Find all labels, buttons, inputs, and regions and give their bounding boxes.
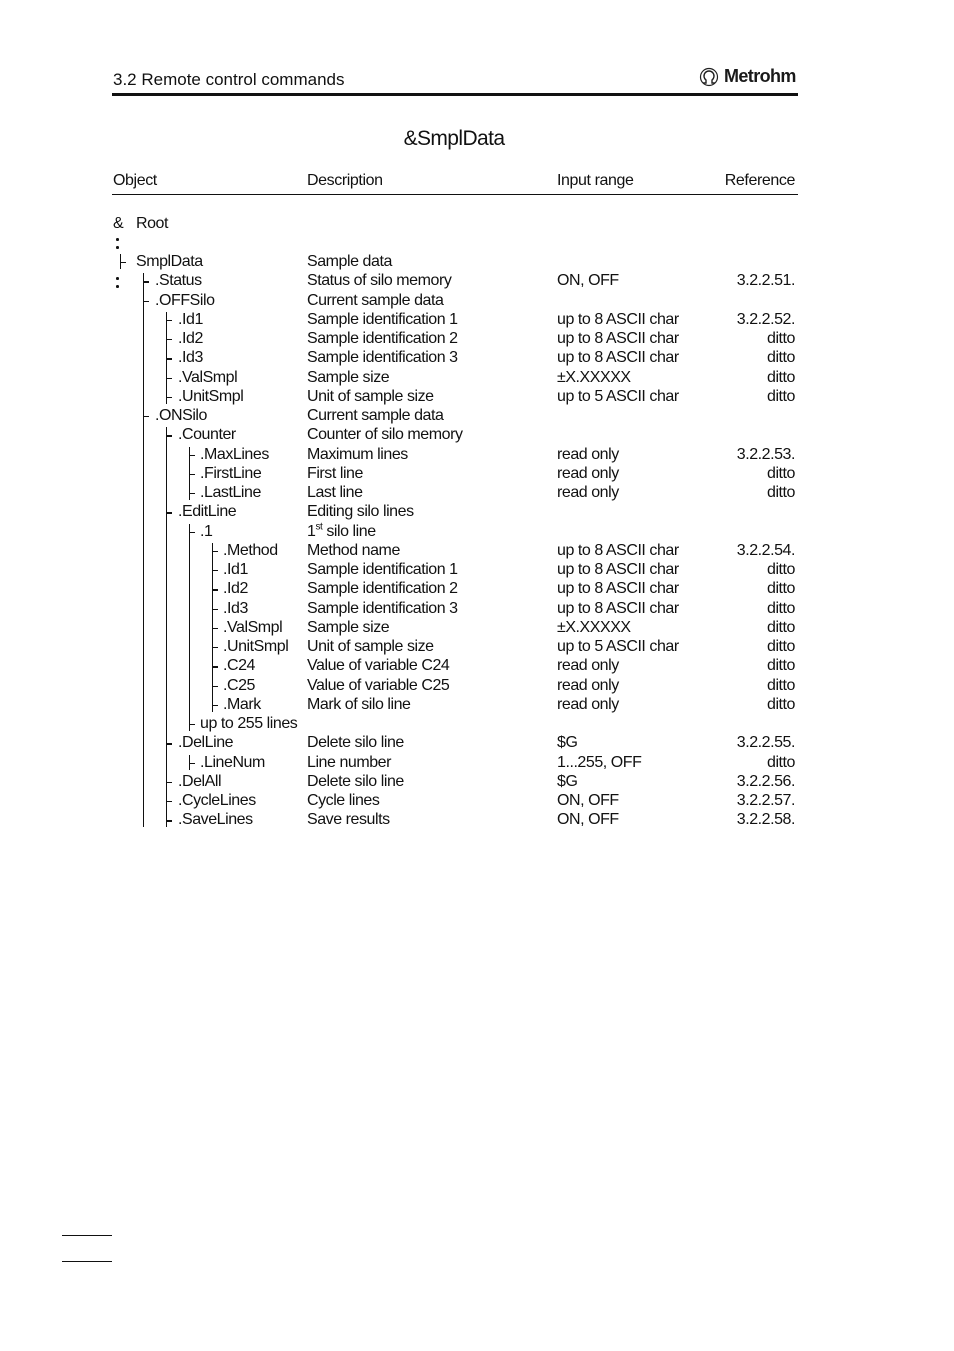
root-label: Root	[136, 215, 168, 232]
brand-name: Metrohm	[724, 66, 796, 86]
object-name: .DelLine	[178, 734, 234, 752]
object-description: Save results	[307, 811, 390, 829]
object-description: Line number	[307, 753, 391, 771]
tree-branch-stub	[167, 801, 172, 802]
object-description: Sample identification 3	[307, 349, 458, 367]
tree-guide-line	[212, 545, 213, 712]
reference: ditto	[767, 618, 795, 636]
input-range: ±X.XXXXX	[557, 368, 631, 386]
reference: 3.2.2.52.	[736, 310, 795, 328]
object-name: .Id3	[178, 349, 203, 367]
column-header-reference: Reference	[724, 172, 795, 189]
tree-branch-stub	[167, 397, 172, 398]
object-name: .UnitSmpl	[223, 638, 289, 655]
reference: 3.2.2.51.	[736, 272, 795, 290]
object-description: Current sample data	[307, 291, 444, 309]
object-name: .Id1	[178, 310, 203, 328]
object-description: Unit of sample size	[307, 638, 434, 655]
object-name: .LastLine	[200, 484, 261, 501]
input-range: ON, OFF	[557, 811, 619, 829]
tree-branch-stub	[167, 378, 172, 379]
omega-logo-icon	[697, 67, 721, 87]
object-description: Sample size	[307, 368, 390, 386]
object-name: .UnitSmpl	[178, 387, 244, 405]
tree-branch-stub	[167, 820, 172, 821]
tree-branch-stub	[213, 666, 218, 667]
tree-branch-stub	[213, 551, 218, 552]
footer-rule	[62, 1235, 112, 1236]
reference: 3.2.2.55.	[736, 734, 795, 752]
object-name: .C25	[223, 676, 255, 694]
tree-branch-stub	[213, 705, 218, 706]
tree-guide-line	[189, 526, 190, 732]
input-range: up to 8 ASCII char	[557, 349, 679, 367]
object-name: .Method	[223, 541, 278, 559]
input-range: up to 8 ASCII char	[557, 580, 679, 598]
reference: ditto	[767, 695, 795, 713]
object-name: .FirstLine	[200, 464, 262, 482]
object-description: Sample identification 3	[307, 599, 458, 617]
input-range: up to 5 ASCII char	[557, 387, 679, 405]
ellipsis-dot	[116, 246, 119, 249]
tree-branch-stub	[213, 686, 218, 687]
object-description: Mark of silo line	[307, 695, 411, 713]
object-description: Sample data	[307, 253, 392, 270]
tree-branch-stub	[190, 493, 195, 494]
ellipsis-dot	[116, 285, 119, 288]
tree-branch-stub	[213, 609, 218, 610]
input-range: $G	[557, 734, 578, 752]
reference: 3.2.2.57.	[736, 792, 795, 809]
input-range: read only	[557, 464, 619, 482]
object-description: Delete silo line	[307, 734, 404, 752]
object-name: .Id1	[223, 561, 248, 578]
input-range: read only	[557, 676, 619, 694]
object-name: up to 255 lines	[200, 715, 298, 732]
reference: ditto	[767, 484, 795, 501]
object-description: Last line	[307, 484, 363, 501]
reference: ditto	[767, 580, 795, 598]
object-description: Cycle lines	[307, 792, 380, 809]
description-superscript: st	[315, 521, 323, 533]
object-name: .Id3	[223, 599, 248, 617]
reference: ditto	[767, 638, 795, 655]
object-description: Delete silo line	[307, 772, 404, 790]
object-name: .OFFSilo	[155, 291, 215, 309]
tree-branch-stub	[213, 570, 218, 571]
tree-guide-line	[143, 275, 144, 827]
input-range: up to 8 ASCII char	[557, 599, 679, 617]
object-description: Counter of silo memory	[307, 426, 463, 444]
object-name: .C24	[223, 657, 255, 675]
tree-branch-stub	[144, 281, 149, 282]
description-text: 1	[307, 522, 316, 540]
object-name: .Id2	[178, 330, 203, 347]
metrohm-logo	[697, 66, 796, 87]
object-name: .LineNum	[200, 753, 265, 771]
object-description: Sample identification 2	[307, 580, 458, 598]
tree-branch-stub	[167, 320, 172, 321]
object-description: Maximum lines	[307, 445, 408, 463]
tree-guide-line	[189, 449, 190, 501]
input-range: read only	[557, 445, 619, 463]
ellipsis-dot	[116, 277, 119, 280]
input-range: ON, OFF	[557, 792, 619, 809]
object-name: .ONSilo	[155, 407, 207, 424]
reference: ditto	[767, 368, 795, 386]
tree-branch-stub	[144, 301, 149, 302]
root-symbol: &	[113, 215, 124, 232]
object-name: .Status	[155, 272, 202, 290]
reference: ditto	[767, 561, 795, 578]
reference: ditto	[767, 387, 795, 405]
reference: 3.2.2.56.	[736, 772, 795, 790]
tree-guide-line	[189, 757, 190, 770]
column-header-rule	[112, 194, 798, 195]
reference: 3.2.2.54.	[736, 541, 795, 559]
input-range: ON, OFF	[557, 272, 619, 290]
object-name: .Mark	[223, 695, 261, 713]
input-range: read only	[557, 657, 619, 675]
tree-branch-stub	[190, 455, 195, 456]
tree-branch-stub	[167, 782, 172, 783]
tree-branch-stub	[167, 339, 172, 340]
tree-branch-stub	[167, 743, 172, 744]
tree-branch-stub	[190, 724, 195, 725]
tree-branch-stub	[167, 358, 172, 359]
object-description: Status of silo memory	[307, 272, 452, 290]
reference: ditto	[767, 599, 795, 617]
object-name: .DelAll	[178, 772, 222, 790]
object-description: Unit of sample size	[307, 387, 434, 405]
reference: ditto	[767, 330, 795, 347]
tree-branch-stub	[121, 262, 126, 263]
object-name: .EditLine	[178, 503, 237, 521]
input-range: ±X.XXXXX	[557, 618, 631, 636]
object-name: .ValSmpl	[223, 618, 283, 636]
footer-rule	[62, 1261, 112, 1262]
object-description: Sample identification 1	[307, 561, 458, 578]
input-range: read only	[557, 695, 619, 713]
column-header-object: Object	[113, 172, 157, 189]
page-title: &SmplData	[403, 127, 505, 150]
tree-branch-stub	[213, 628, 218, 629]
reference: ditto	[767, 753, 795, 771]
description-text: silo line	[322, 522, 376, 540]
reference: 3.2.2.58.	[736, 811, 795, 829]
column-header-description: Description	[307, 172, 383, 189]
tree-branch-stub	[213, 647, 218, 648]
tree-branch-stub	[190, 474, 195, 475]
input-range: up to 8 ASCII char	[557, 541, 679, 559]
tree-branch-stub	[167, 435, 172, 436]
input-range: up to 8 ASCII char	[557, 561, 679, 578]
input-range: up to 5 ASCII char	[557, 638, 679, 655]
tree-guide-line	[166, 429, 167, 827]
ellipsis-dot	[116, 238, 119, 241]
object-description: First line	[307, 464, 363, 482]
object-description	[307, 522, 376, 541]
tree-branch-stub	[144, 416, 149, 417]
input-range: read only	[557, 484, 619, 501]
object-description: Value of variable C24	[307, 657, 450, 675]
object-description: Sample identification 1	[307, 310, 458, 328]
tree-guide-line	[166, 314, 167, 404]
column-header-input-range: Input range	[557, 172, 634, 189]
object-name: .MaxLines	[200, 445, 269, 463]
reference: ditto	[767, 676, 795, 694]
input-range: $G	[557, 772, 578, 790]
object-name: .ValSmpl	[178, 368, 238, 386]
tree-branch-stub	[167, 512, 172, 513]
object-name: .SaveLines	[178, 811, 253, 829]
object-name: .Counter	[178, 426, 236, 444]
running-header-section: 3.2 Remote control commands	[113, 70, 345, 89]
object-description: Sample identification 2	[307, 330, 458, 347]
object-description: Editing silo lines	[307, 503, 414, 521]
object-description: Sample size	[307, 618, 390, 636]
object-name: .Id2	[223, 580, 248, 598]
input-range: 1...255, OFF	[557, 753, 642, 771]
object-name: .CycleLines	[178, 792, 256, 809]
tree-branch-stub	[190, 532, 195, 533]
reference: ditto	[767, 349, 795, 367]
tree-branch-stub	[213, 589, 218, 590]
object-name: SmplData	[136, 253, 203, 270]
input-range: up to 8 ASCII char	[557, 330, 679, 347]
tree-branch-stub	[190, 763, 195, 764]
object-name: .1	[200, 522, 213, 540]
object-description: Value of variable C25	[307, 676, 450, 694]
object-description: Method name	[307, 541, 400, 559]
reference: ditto	[767, 657, 795, 675]
object-description: Current sample data	[307, 407, 444, 424]
header-rule	[112, 93, 798, 96]
input-range: up to 8 ASCII char	[557, 310, 679, 328]
reference: 3.2.2.53.	[736, 445, 795, 463]
reference: ditto	[767, 464, 795, 482]
